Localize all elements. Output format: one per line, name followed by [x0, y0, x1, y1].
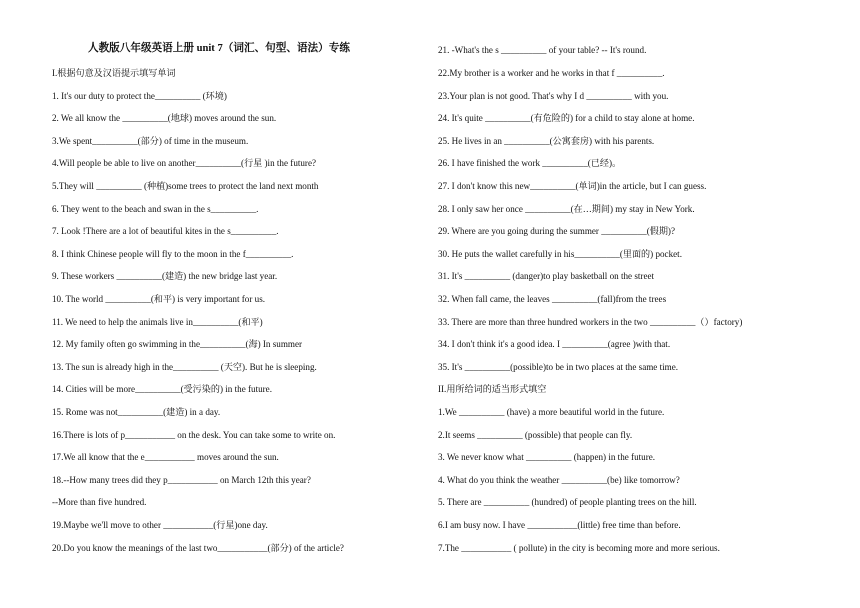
exercise-item: 22.My brother is a worker and he works in that f __________.	[438, 68, 665, 78]
exercise-item: 5. There are __________ (hundred) of people planting trees on the hill.	[438, 497, 697, 507]
exercise-answer-line: --More than five hundred.	[52, 497, 147, 507]
exercise-item: 3. We never know what __________ (happen) in the future.	[438, 452, 656, 462]
exercise-item: 32. When fall came, the leaves __________(fall)from the trees	[438, 294, 667, 304]
exercise-item: 29. Where are you going during the summer __________(假期)?	[438, 226, 675, 236]
exercise-item: 35. It's __________(possible)to be in two places at the same time.	[438, 362, 679, 372]
exercise-item: 31. It's __________ (danger)to play basketball on the street	[438, 271, 655, 281]
exercise-item: 34. I don't think it's a good idea. I __________(agree )with that.	[438, 339, 671, 349]
exercise-item: 7.The ___________ ( pollute) in the city is becoming more and more serious.	[438, 543, 720, 553]
exercise-item: 4. What do you think the weather __________(be) like tomorrow?	[438, 475, 680, 485]
exercise-item: 14. Cities will be more__________(受污染的) in the future.	[52, 384, 272, 394]
exercise-item: 16.There is lots of p___________ on the desk. You can take some to write on.	[52, 430, 336, 440]
exercise-item: 2. We all know the __________(地球) moves around the sun.	[52, 113, 277, 123]
exercise-item: 7. Look !There are a lot of beautiful kites in the s__________.	[52, 226, 279, 236]
section-heading-vocabulary: I.根据句意及汉语提示填写单词	[52, 68, 176, 78]
exercise-item: 26. I have finished the work __________(已经)。	[438, 158, 622, 168]
exercise-item: 21. -What's the s __________ of your table? -- It's round.	[438, 45, 647, 55]
exercise-item: 8. I think Chinese people will fly to the moon in the f__________.	[52, 249, 294, 259]
exercise-item: 6. They went to the beach and swan in the s__________.	[52, 204, 259, 214]
exercise-item: 1. It's our duty to protect the__________ (环境)	[52, 91, 227, 101]
exercise-item: 10. The world __________(和平) is very important for us.	[52, 294, 266, 304]
exercise-item: 12. My family often go swimming in the__________(海) In summer	[52, 339, 303, 349]
exercise-item: 24. It's quite __________(有危险的) for a child to stay alone at home.	[438, 113, 695, 123]
exercise-item: 4.Will people be able to live on another__________(行星 )in the future?	[52, 158, 317, 168]
section-heading-word-forms: II.用所给词的适当形式填空	[438, 384, 547, 394]
exercise-item: 3.We spent__________(部分) of time in the museum.	[52, 136, 249, 146]
exercise-item: 18.--How many trees did they p___________ on March 12th this year?	[52, 475, 311, 485]
exercise-item: 2.It seems __________ (possible) that people can fly.	[438, 430, 633, 440]
exercise-item: 33. There are more than three hundred workers in the two __________（）factory)	[438, 317, 743, 327]
exercise-item: 11. We need to help the animals live in__________(和平)	[52, 317, 263, 327]
exercise-item: 25. He lives in an __________(公寓套房) with his parents.	[438, 136, 655, 146]
exercise-item: 30. He puts the wallet carefully in his__________(里面的) pocket.	[438, 249, 682, 259]
exercise-item: 15. Rome was not__________(建造) in a day.	[52, 407, 221, 417]
exercise-item: 20.Do you know the meanings of the last two___________(部分) of the article?	[52, 543, 344, 553]
exercise-item: 28. I only saw her once __________(在…期间) my stay in New York.	[438, 204, 695, 214]
exercise-item: 23.Your plan is not good. That's why I d __________ with you.	[438, 91, 669, 101]
exercise-item: 6.I am busy now. I have ___________(little) free time than before.	[438, 520, 681, 530]
exercise-item: 1.We __________ (have) a more beautiful world in the future.	[438, 407, 665, 417]
exercise-item: 27. I don't know this new__________(单词)in the article, but I can guess.	[438, 181, 707, 191]
exercise-item: 19.Maybe we'll move to other ___________(行星)one day.	[52, 520, 268, 530]
exercise-item: 5.They will __________ (种植)some trees to protect the land next month	[52, 181, 319, 191]
exercise-item: 9. These workers __________(建造) the new bridge last year.	[52, 271, 278, 281]
exercise-item: 17.We all know that the e___________ moves around the sun.	[52, 452, 279, 462]
exercise-item: 13. The sun is already high in the__________ (天空). But he is sleeping.	[52, 362, 317, 372]
document-title: 人教版八年级英语上册 unit 7（词汇、句型、语法）专练	[88, 43, 350, 54]
